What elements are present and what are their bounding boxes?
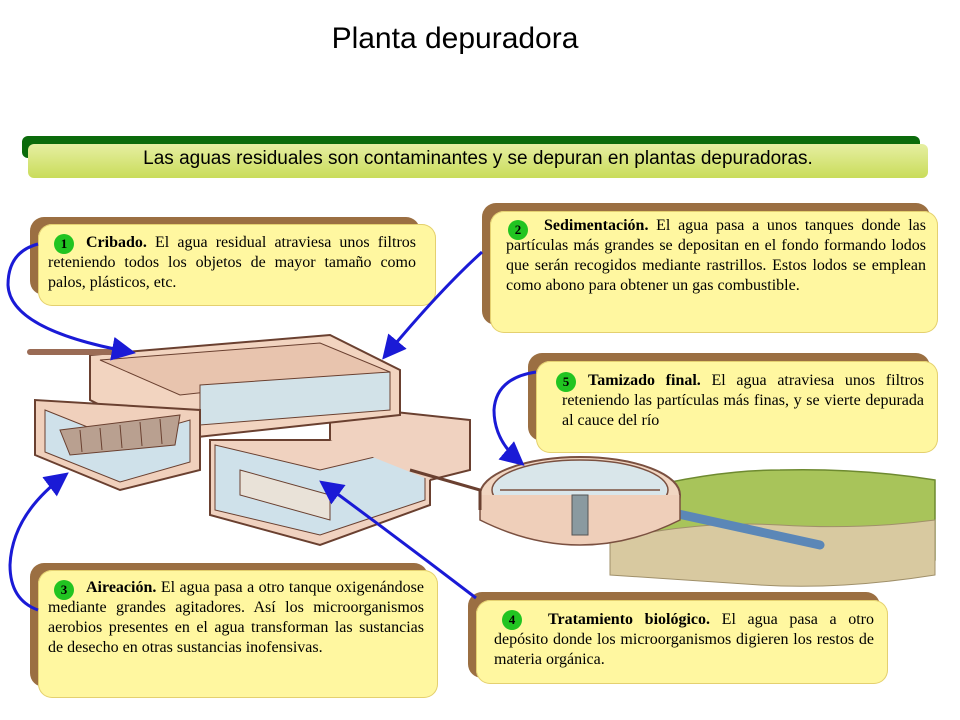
- page-title: Planta depuradora: [331, 22, 579, 55]
- arrow-1: [8, 244, 130, 352]
- step-heading-1: Cribado.: [86, 234, 147, 251]
- arrow-2: [386, 252, 482, 355]
- step-body-4: El agua pasa a otro depósito donde los microorganismos digieren los restos de materia orgánica.: [494, 611, 875, 668]
- step-heading-3: Aireación.: [86, 579, 157, 596]
- step-badge-1: 1: [54, 234, 74, 254]
- banner-text: Las aguas residuales son contaminantes y se depuran en plantas depuradoras.: [143, 148, 813, 169]
- step-body-3: El agua pasa a otro tanque oxigenándose mediante grandes agitadores. Así los microorganismos aerobios presentes en el agua transforman las sustancias de desecho en otras sustancias inofensivas.: [48, 579, 424, 656]
- step-badge-5: 5: [556, 372, 576, 392]
- step-badge-2: 2: [508, 220, 528, 240]
- step-body-1: El agua residual atraviesa unos filtros reteniendo todos los objetos de mayor tamaño como palos, plásticos, etc.: [48, 234, 416, 291]
- step-heading-2: Sedimentación.: [544, 217, 649, 234]
- arrow-5: [494, 372, 536, 462]
- step-body-2: El agua pasa a unos tanques donde las partículas más grandes se depositan en el fondo formando lodos que serán recogidos mediante rastrillos. Estos lodos se emplean como abono para obtener un gas combustible.: [506, 217, 926, 294]
- step-heading-5: Tamizado final.: [588, 372, 701, 389]
- step-badge-3: 3: [54, 580, 74, 600]
- step-heading-4: Tratamiento biológico.: [548, 611, 711, 628]
- step-badge-4: 4: [502, 610, 522, 630]
- arrow-4: [324, 484, 476, 598]
- arrow-3: [10, 476, 64, 610]
- step-body-5: El agua atraviesa unos filtros reteniendo las partículas más finas, y se vierte depurada al cauce del río: [562, 372, 925, 429]
